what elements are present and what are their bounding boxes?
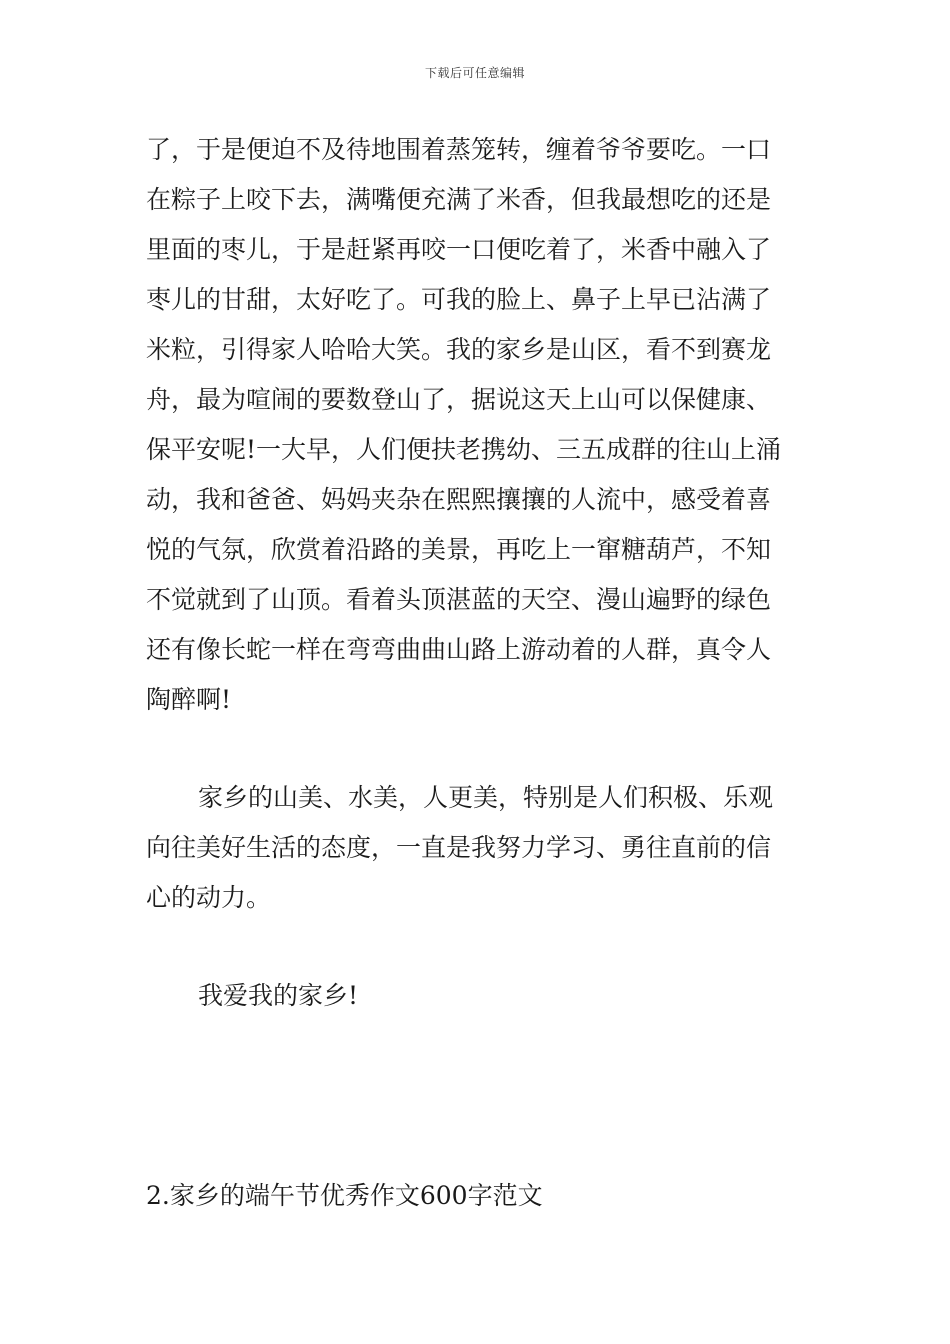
paragraph-line: 保平安呢!一大早，人们便扶老携幼、三五成群的往山上涌 — [146, 435, 782, 464]
paragraph-line: 向往美好生活的态度，一直是我努力学习、勇往直前的信 — [146, 833, 772, 862]
paragraph-line: 我爱我的家乡! — [198, 981, 359, 1010]
paragraph-line: 米粒，引得家人哈哈大笑。我的家乡是山区，看不到赛龙 — [146, 335, 772, 364]
paragraph-line: 了，于是便迫不及待地围着蒸笼转，缠着爷爷要吃。一口 — [146, 135, 772, 164]
section-heading-text: 2.家乡的端午节优秀作文600字范文 — [146, 1181, 543, 1210]
paragraph-line: 心的动力。 — [146, 883, 272, 912]
paragraph-line: 陶醉啊! — [146, 685, 232, 714]
paragraph-line: 家乡的山美、水美，人更美，特别是人们积极、乐观 — [198, 783, 774, 812]
paragraph-line: 不觉就到了山顶。看着头顶湛蓝的天空、漫山遍野的绿色 — [146, 585, 772, 614]
paragraph-line: 在粽子上咬下去，满嘴便充满了米香，但我最想吃的还是 — [146, 185, 772, 214]
section-heading — [146, 1171, 806, 1221]
paragraph-conclusion — [146, 773, 806, 923]
paragraph-line: 动，我和爸爸、妈妈夹杂在熙熙攘攘的人流中，感受着喜 — [146, 485, 772, 514]
paragraph-line: 还有像长蛇一样在弯弯曲曲山路上游动着的人群，真令人 — [146, 635, 772, 664]
paragraph-line: 舟，最为喧闹的要数登山了，据说这天上山可以保健康、 — [146, 385, 772, 414]
paragraph-line: 悦的气氛，欣赏着沿路的美景，再吃上一窜糖葫芦，不知 — [146, 535, 772, 564]
page-header: 下载后可任意编辑 — [424, 66, 525, 80]
paragraph-line: 枣儿的甘甜，太好吃了。可我的脸上、鼻子上早已沾满了 — [146, 285, 772, 314]
paragraph-line: 里面的枣儿，于是赶紧再咬一口便吃着了，米香中融入了 — [146, 235, 772, 264]
paragraph-continued — [146, 125, 806, 725]
paragraph-closing — [146, 971, 806, 1021]
